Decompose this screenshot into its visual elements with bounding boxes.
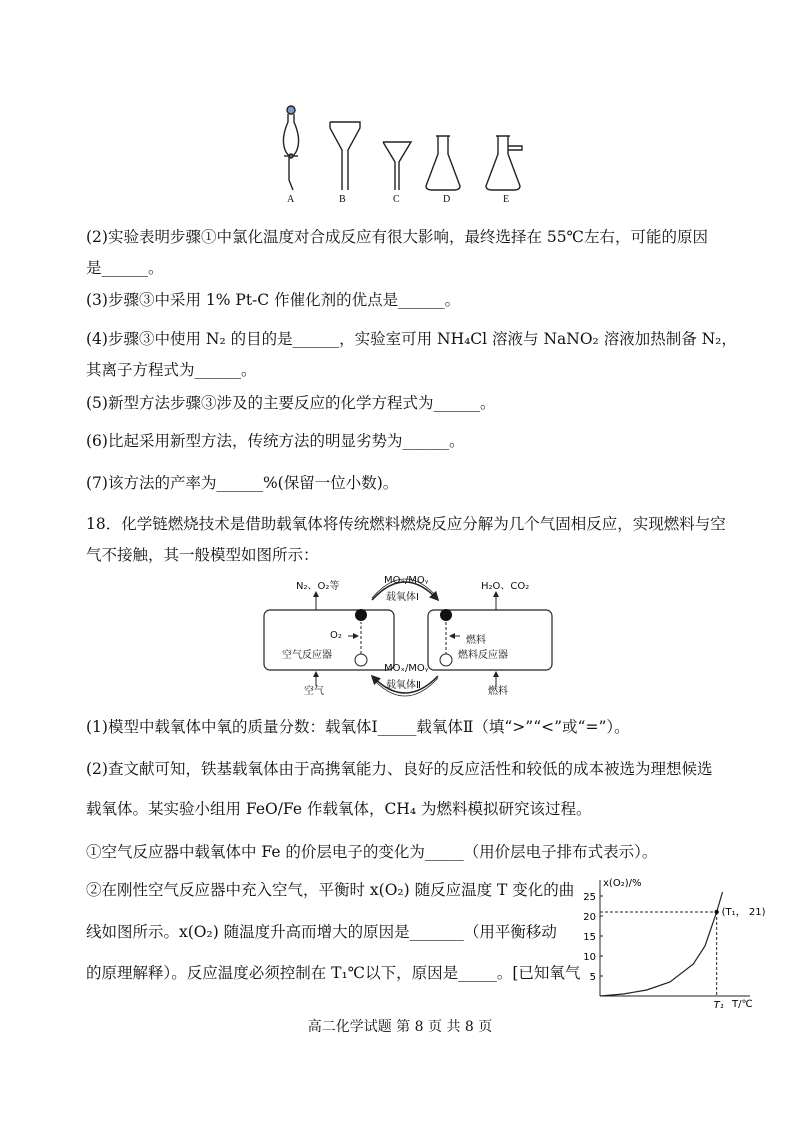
question-4-line1: (4)步骤③中使用 N₂ 的目的是______，实验室可用 NH₄Cl 溶液与 NaNO₂ 溶液加热制备 N₂， <box>86 330 737 348</box>
apparatus-figure <box>270 100 540 208</box>
oxidized-carrier-dot <box>355 609 367 621</box>
suction-flask-icon <box>486 136 522 190</box>
fuel-input-label: 燃料 <box>488 686 508 697</box>
question-2-line2: 是______。 <box>86 259 164 277</box>
question-7: (7)该方法的产率为______%(保留一位小数)。 <box>86 474 399 492</box>
label-d: D <box>443 194 451 205</box>
subquestion-2b-line3: 的原理解释）。反应温度必须控制在 T₁℃以下，原因是_____。[已知氧气 <box>86 964 581 982</box>
conical-flask-icon <box>426 136 460 190</box>
air-input-label: 空气 <box>304 686 324 697</box>
subquestion-2-line2: 载氧体。某实验小组用 FeO/Fe 作载氧体，CH₄ 为燃料模拟研究该过程。 <box>86 800 592 818</box>
label-b: B <box>339 194 346 205</box>
question-6: (6)比起采用新型方法，传统方法的明显劣势为______。 <box>86 432 465 450</box>
label-e: E <box>503 194 510 205</box>
label-a: A <box>287 194 295 205</box>
y-tick-label: 10 <box>583 952 596 963</box>
subquestion-1: (1)模型中载氧体中氧的质量分数：载氧体Ⅰ_____载氧体Ⅱ（填“>”“<”或“=”）。 <box>86 718 630 736</box>
bottom-carrier-name: 载氧体Ⅱ <box>386 680 421 691</box>
subquestion-2b-line2: 线如图所示。x(O₂) 随温度升高而增大的原因是_______（用平衡移动 <box>86 923 557 941</box>
o2-label: O₂ <box>330 630 342 641</box>
series-line <box>600 892 723 996</box>
left-output-label: N₂、O₂等 <box>296 581 340 592</box>
question-18-line2: 气不接触，其一般模型如图所示： <box>86 546 319 564</box>
y-axis-label: x(O₂)/% <box>603 878 642 889</box>
question-5: (5)新型方法步骤③涉及的主要反应的化学方程式为______。 <box>86 394 496 412</box>
point-annotation: (T₁， 21) <box>721 907 766 918</box>
label-c: C <box>393 194 400 205</box>
x-axis-label: T/℃ <box>732 999 753 1010</box>
oxygen-fraction-chart <box>572 876 766 1011</box>
fuel-reactor-label: 燃料反应器 <box>458 650 508 661</box>
y-tick-label: 5 <box>589 972 596 983</box>
y-tick-label: 15 <box>583 932 596 943</box>
x-tick-label: T₁ <box>713 1000 724 1011</box>
top-carrier-name: 载氧体Ⅰ <box>386 592 419 603</box>
reduced-carrier-dot <box>355 654 367 666</box>
bottom-carrier-formula: MOₓ/MOᵧ <box>384 663 429 674</box>
air-reactor-box <box>264 610 394 670</box>
subquestion-2a: ①空气反应器中载氧体中 Fe 的价层电子的变化为_____（用价层电子排布式表示）。 <box>86 843 658 861</box>
fuel-arrow-label: 燃料 <box>466 635 486 646</box>
separatory-funnel-icon <box>283 106 298 190</box>
question-4-line2: 其离子方程式为______。 <box>86 361 257 379</box>
y-tick-label: 25 <box>583 892 596 903</box>
y-tick-label: 20 <box>583 912 596 923</box>
marked-point <box>714 910 718 914</box>
long-funnel-icon <box>330 122 360 190</box>
top-carrier-formula: MOₓ/MOᵧ <box>384 575 429 586</box>
right-output-label: H₂O、CO₂ <box>481 581 530 592</box>
subquestion-2b-line1: ②在刚性空气反应器中充入空气，平衡时 x(O₂) 随反应温度 T 变化的曲 <box>86 881 575 899</box>
page-footer: 高二化学试题 第 8 页 共 8 页 <box>307 1019 493 1035</box>
air-reactor-label: 空气反应器 <box>282 650 332 661</box>
question-18-line1: 18．化学链燃烧技术是借助载氧体将传统燃料燃烧反应分解为几个气固相反应，实现燃料与空 <box>86 515 726 533</box>
reduced-carrier-dot-right <box>440 654 452 666</box>
oxidized-carrier-dot-right <box>440 609 452 621</box>
question-3: (3)步骤③中采用 1% Pt-C 作催化剂的优点是______。 <box>86 291 461 309</box>
question-2-line1: (2)实验表明步骤①中氯化温度对合成反应有很大影响，最终选择在 55℃左右，可能的原因 <box>86 228 708 246</box>
funnel-icon <box>383 142 411 190</box>
subquestion-2-line1: (2)查文献可知，铁基载氧体由于高携氧能力、良好的反应活性和较低的成本被选为理想候选 <box>86 760 713 778</box>
